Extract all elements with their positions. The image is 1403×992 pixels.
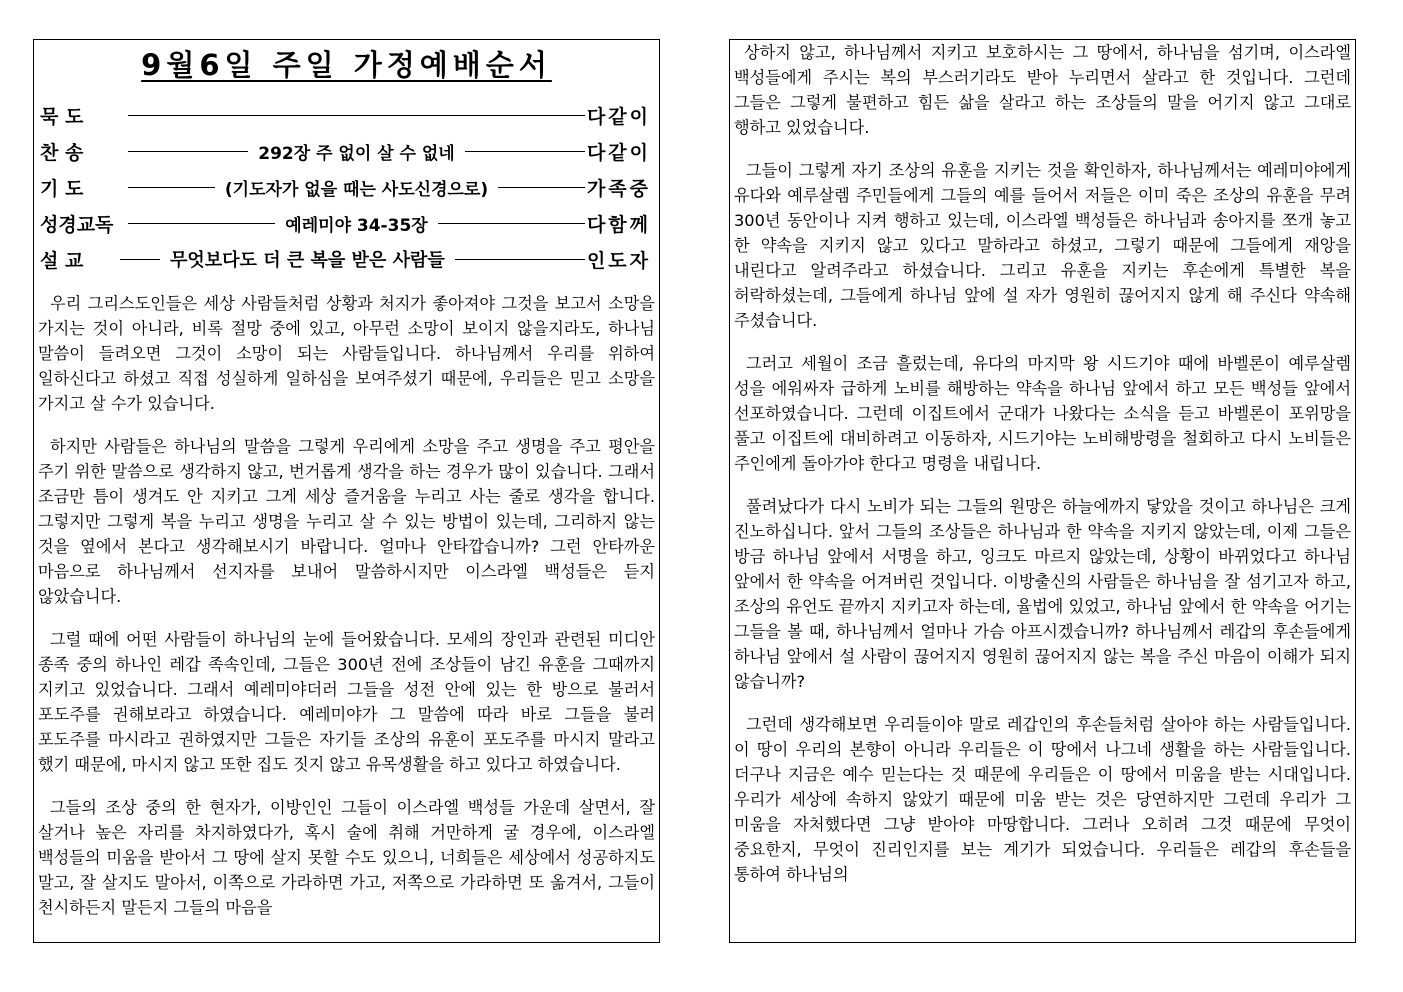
right-column (729, 39, 1356, 943)
paragraph: 그들의 조상 중의 한 현자가, 이방인인 그들이 이스라엘 백성들 가운데 살면서, 잘 살거나 높은 자리를 차지하였다가, 혹시 술에 취해 거만하게 굴 경우에, 이스라엘 백성들의 미움을 받아서 그 땅에 살지 못할 수도 있으니, 너희들은 세상에서 성공하지도 말고, 잘 살지도 말아서, 이쪽으로 가라하면 가고, 저쪽으로 가라하면 또 옮겨서, 그들이 천시하든지 말든지 그들의 마음을 (38, 798, 655, 917)
order-label: 성경교독 (40, 213, 114, 236)
order-who: 다함께 (586, 213, 651, 236)
paragraph: 그럴 때에 어떤 사람들이 하나님의 눈에 들어왔습니다. 모세의 장인과 관련된 미디안 종족 중의 하나인 레갑 족속인데, 그들은 300년 전에 조상들이 남긴 유훈을 그때까지 지키고 있었습니다. 그래서 예레미야더러 그들을 성전 안에 있는 한 방으로 불러서 포도주를 권해보라고 하였습니다. 예레미야가 그 말씀에 따라 바로 그들을 불러 포도주를 마시라고 권하였지만 그들은 자기들 조상의 유훈이 포도주를 마시지 말라고 했기 때문에, 마시지 않고 또한 집도 짓지 않고 유목생활을 하고 있다고 하였습니다. (38, 630, 655, 774)
order-who: 가족중 (586, 177, 652, 200)
paragraph: 우리 그리스도인들은 세상 사람들처럼 상황과 처지가 좋아져야 그것을 보고서 소망을 가지는 것이 아니라, 비록 절망 중에 있고, 아무런 소망이 보이지 않을지라도, 하나님 말씀이 들려오면 그것이 소망이 되는 사람들입니다. 하나님께서 우리를 위하여 일하신다고 하셨고 직접 성실하게 일하심을 보여주셨기 때문에, 우리들은 믿고 소망을 가지고 살 수가 있습니다. (38, 294, 655, 413)
order-label: 설 교 (40, 249, 84, 272)
worship-order (40, 97, 651, 277)
paragraph: 그런데 생각해보면 우리들이야 말로 레갑인의 후손들처럼 살아야 하는 사람들입니다. 이 땅이 우리의 본향이 아니라 우리들은 이 땅에서 나그네 생활을 하는 사람들입니다. 더구나 지금은 예수 믿는다는 것 때문에 우리들은 이 땅에서 미움을 받는 시대입니다. 우리가 세상에 속하지 않았기 때문에 미움 받는 것은 당연하지만 그런데 우리가 그 미움을 자처했다면 그냥 받아야 마땅합니다. 그러나 오히려 그것 때문에 무엇이 중요한지, 무엇이 진리인지를 보는 계기가 되었습니다. 우리들은 레갑의 후손들을 통하여 하나님의 (734, 715, 1352, 884)
order-leader-line (128, 151, 248, 152)
order-row-scripture (40, 205, 651, 241)
order-leader-line (128, 187, 215, 188)
order-label: 묵 도 (40, 105, 84, 128)
order-row-prayer (40, 169, 651, 205)
right-body (730, 40, 1355, 887)
paragraph: 풀려났다가 다시 노비가 되는 그들의 원망은 하늘에까지 닿았을 것이고 하나님은 크게 진노하십니다. 앞서 그들의 조상들은 하나님과 한 약속을 지키지 않았는데, 이제 그들은 방금 하나님 앞에서 서명을 하고, 잉크도 마르지 않았는데, 상황이 바뀌었다고 하나님 앞에서 한 약속을 어겨버린 것입니다. 이방출신의 사람들은 하나님을 잘 섬기고자 하고, 조상의 유언도 끝까지 지키고자 하는데, 율법에 있었고, 하나님 앞에서 한 약속을 어기는 그들을 볼 때, 하나님께서 얼마나 가슴 아프시겠습니까? 하나님께서 레갑의 후손들에게 하나님 앞에서 설 사람이 끊어지지 영원히 끊어지지 않는 복을 주신 마음이 이해가 되지 않습니까? (734, 497, 1351, 691)
order-label: 찬 송 (40, 141, 84, 164)
order-item: 292장 주 없이 살 수 없네 (258, 143, 455, 164)
order-leader-line (128, 223, 275, 224)
order-leader-line (455, 259, 585, 260)
left-body (34, 291, 659, 920)
order-item: 무엇보다도 더 큰 복을 받은 사람들 (170, 250, 445, 271)
order-row-hymn (40, 133, 651, 169)
order-who: 다같이 (586, 105, 651, 128)
paragraph: 그들이 그렇게 자기 조상의 유훈을 지키는 것을 확인하자, 하나님께서는 예레미야에게 유다와 예루살렘 주민들에게 그들의 예를 들어서 저들은 이미 죽은 조상의 유훈을 무려 300년 동안이나 지켜 행하고 있는데, 이스라엘 백성들은 하나님과 송아지를 쪼개 놓고 한 약속을 지키지 않고 있다고 말하라고 하셨고, 그렇기 때문에 그들에게 재앙을 내린다고 알려주라고 하셨습니다. 그리고 유훈을 지키는 후손에게 특별한 복을 허락하셨는데, 그들에게 하나님 앞에 설 자가 영원히 끊어지지 않게 해 주신다 약속해 주셨습니다. (734, 161, 1352, 330)
order-leader-line (128, 115, 585, 116)
paragraph: 하지만 사람들은 하나님의 말씀을 그렇게 우리에게 소망을 주고 생명을 주고 평안을 주기 위한 말씀으로 생각하지 않고, 번거롭게 생각을 하는 경우가 많이 있습니다. 그래서 조금만 틈이 생겨도 안 지키고 그게 세상 즐거움을 누리고 사는 줄로 생각을 합니다. 그렇지만 그렇게 복을 누리고 생명을 누리고 살 수 있는 방법이 있는데, 그리하지 않는 것을 옆에서 본다고 생각해보시기 바랍니다. 얼마나 안타깝습니까? 그런 안타까운 마음으로 하나님께서 선지자를 보내어 말씀하시지만 이스라엘 백성들은 듣지 않았습니다. (38, 437, 655, 606)
paragraph: 상하지 않고, 하나님께서 지키고 보호하시는 그 땅에서, 하나님을 섬기며, 이스라엘 백성들에게 주시는 복의 부스러기라도 받아 누리면서 살라고 한 것입니다. 그런데 그들은 그렇게 불편하고 힘든 삶을 살라고 하는 조상들의 말을 어기지 않고 그대로 행하고 있었습니다. (734, 43, 1351, 137)
order-item: 예레미야 34-35장 (285, 215, 428, 236)
paragraph: 그러고 세월이 조금 흘렀는데, 유다의 마지막 왕 시드기야 때에 바벨론이 예루살렘 성을 에워싸자 급하게 노비를 해방하는 약속을 하나님 앞에서 하고 모든 백성들 앞에서 선포하였습니다. 그런데 이집트에서 군대가 나왔다는 소식을 듣고 바벨론이 포위망을 풀고 이집트에 대비하려고 이동하자, 시드기야는 노비해방령을 철회하고 다시 노비들은 주인에게 돌아가야 한다고 명령을 내립니다. (734, 354, 1351, 473)
order-leader-line (465, 151, 585, 152)
order-row-silent-prayer (40, 97, 651, 133)
order-who: 다같이 (586, 141, 651, 164)
order-label: 기 도 (40, 177, 84, 200)
title-text: 9월6일 주일 가정예배순서 (141, 48, 552, 82)
order-who: 인도자 (586, 249, 651, 272)
order-item: (기도자가 없을 때는 사도신경으로) (224, 179, 489, 200)
order-row-sermon (40, 241, 651, 277)
order-leader-line (438, 223, 585, 224)
left-column (33, 39, 660, 943)
order-leader-line (498, 187, 585, 188)
order-leader-line (120, 259, 160, 260)
page-title (34, 46, 659, 88)
